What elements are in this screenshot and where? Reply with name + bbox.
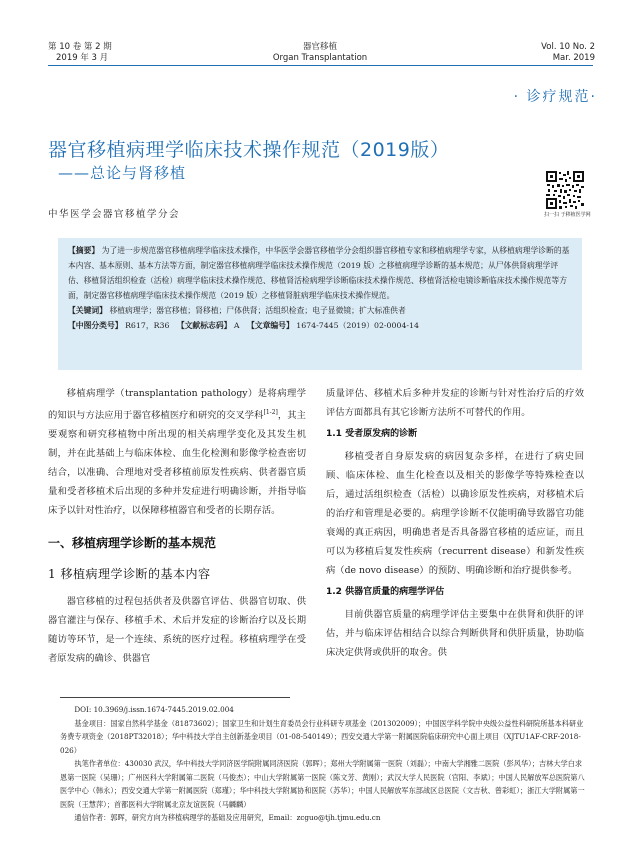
clc-value: R617，R36 — [125, 321, 170, 330]
keywords — [68, 303, 572, 318]
header-journal — [250, 42, 390, 64]
classification — [68, 318, 572, 333]
heading-1-1: 1.1 受者原发病的诊断 — [326, 429, 418, 439]
citation-ref: [1-2] — [263, 409, 278, 416]
header-journal-en: Organ Transplantation — [272, 53, 368, 63]
header-issue — [48, 42, 112, 64]
funding: 基金项目：国家自然科学基金（81873602）；国家卫生和计划生育委员会行业科研专项基金（201302009）；中国医学科学院中央级公益性科研院所基本科研业务费专项资金（2018PT32018）；华中科技大学自主创新基金项目（01-08-540149）；西安交通大学第一附属医院临床研究中心面上项目（XJTU1AF-CRF-2018-026） — [60, 718, 584, 755]
abstract-box — [58, 238, 582, 370]
section-heading-1: 一、移植病理学诊断的基本规范 — [48, 536, 217, 551]
left-column — [48, 384, 306, 668]
right-column — [326, 384, 584, 662]
header-journal-cn: 器官移植 — [302, 42, 337, 52]
donor-quality-paragraph: 目前供器官质量的病理学评估主要集中在供肾和供肝的评估，并与临床评估相结合以综合判断供肾和供肝质量，协助临床决定供肾或供肝的取舍。供 — [326, 609, 584, 658]
footnote-rule — [60, 697, 290, 698]
recipient-disease-paragraph: 移植受者自身原发病的病因复杂多样，在进行了病史回顾、临床体检、血生化检查以及相关的影像学等特殊检查以后，通过活组织检查（活检）以确诊原发性疾病，对移植术后的治疗和管理是必要的。病理学诊断不仅能明确导致器官功能衰竭的真正病因，明确患者是否具备器官移植的适应证，而且可以为移植后复发性疾病（recurrent disease）和新发性疾病（de novo disease）的预防、明确诊断和治疗提供参考。 — [326, 451, 584, 576]
section-label: · 诊疗规范· — [513, 89, 597, 105]
section-heading-1-basic-content: 1 移植病理学诊断的基本内容 — [48, 567, 211, 582]
header-date-en: Mar. 2019 — [552, 53, 595, 63]
abstract-label: 【摘要】 — [68, 246, 100, 255]
doc-code-label: 【文献标志码】 — [176, 321, 232, 330]
article-no-value: 1674-7445（2019）02-0004-14 — [296, 321, 419, 330]
article-no-label: 【文章编号】 — [246, 321, 294, 330]
article-title: 器官移植病理学临床技术操作规范（2019版） — [48, 139, 450, 161]
header-date: 2019 年 3 月 — [56, 53, 109, 63]
intro-text-b: ，其主要观察和研究移植物中所出现的相关病理学变化及其发生机制，并在此基础上与临床体检、血生化检测和影像学检查密切结合，以准确、合理地对受者移植前原发性疾病、供者器官质量和受者移植术后出现的多种并发症进行明确诊断，并指导临床予以针对性治疗，以保障移植器官和受者的长期存活。 — [48, 410, 306, 517]
qr-code-graphic — [545, 170, 585, 210]
clc-label: 【中图分类号】 — [68, 321, 123, 330]
continued-paragraph: 质量评估、移植术后多种并发症的诊断与针对性治疗后的疗效评估方面都具有其它诊断方法所不可替代的作用。 — [326, 388, 584, 418]
article-subtitle: ——总论与肾移植 — [58, 164, 187, 182]
header-issue-en — [541, 42, 595, 64]
qr-code-label: 扫一扫 于移植医学网 — [544, 212, 591, 218]
abstract-text: 为了进一步规范器官移植病理学临床技术操作，中华医学会器官移植学分会组织器官移植专家和移植病理学专家，从移植病理学诊断的基本内容、基本原则、基本方法等方面，制定器官移植病理学临床技术操作规范（2019 版）之移植病理学诊断的基本规范；从尸体供肾病理学评估、移植肾活组织检查（活检）病理学临床技术操作规范、移植肾活检病理学诊断临床技术操作规范、移植肾活检电镜诊断临床技术操作规范等方面，制定器官移植病理学临床技术操作规范（2019 版）之移植肾脏病理学临床技术操作规范。 — [68, 246, 570, 300]
heading-1-2: 1.2 供器官质量的病理学评估 — [326, 587, 445, 597]
abstract — [68, 243, 572, 303]
header-rule — [48, 65, 593, 66]
intro-paragraph — [48, 384, 306, 520]
doc-code-value: A — [233, 321, 240, 330]
header-volume-en: Vol. 10 No. 2 — [541, 42, 595, 52]
author-units: 执笔作者单位：430030 武汉，华中科技大学同济医学院附属同济医院（郭晖）；郑州大学附属第一医院（刘磊）；中南大学湘雅二医院（彭风华）；吉林大学白求恩第一医院（吴珊）；广州医科大学附属第二医院（马俊杰）；中山大学附属第一医院（陈文芳、黄刚）；武汉大学人民医院（官阳、李斌）；中国人民解放军总医院第八医学中心（韩永）；西安交通大学第一附属医院（郑瑾）；华中科技大学附属协和医院（苏华）；中国人民解放军东部战区总医院（文吉秋、曾彩虹）；浙江大学附属第一医院（王慧萍）；首都医科大学附属北京友谊医院（马麟麟） — [60, 759, 585, 809]
intro-text-a: 移植病理学（transplantation pathology）是将病理学的知识与方法应用于器官移植医疗和研究的交叉学科 — [48, 388, 306, 422]
basic-content-paragraph: 器官移植的过程包括供者及供器官评估、供器官切取、供器官灌注与保存、移植手术、术后并发症的诊断治疗以及长期随访等环节，是一个连续、系统的医疗过程。移植病理学在受者原发病的确诊、供器官 — [48, 596, 306, 665]
footnotes — [60, 703, 588, 825]
header-volume-issue: 第 10 卷 第 2 期 — [48, 42, 112, 52]
correspondence: 通信作者：郭晖，研究方向为移植病理学的基础及应用研究，Email：zcguo@tjh.tjmu.edu.cn — [74, 813, 381, 822]
qr-code — [545, 170, 585, 210]
keywords-label: 【关键词】 — [68, 306, 107, 315]
doi: DOI: 10.3969/j.issn.1674-7445.2019.02.004 — [74, 705, 234, 714]
author-organization: 中华医学会器官移植学分会 — [48, 209, 181, 220]
keywords-text: 移植病理学；器官移植；肾移植；尸体供肾；活组织检查；电子显微镜；扩大标准供者 — [109, 306, 406, 315]
